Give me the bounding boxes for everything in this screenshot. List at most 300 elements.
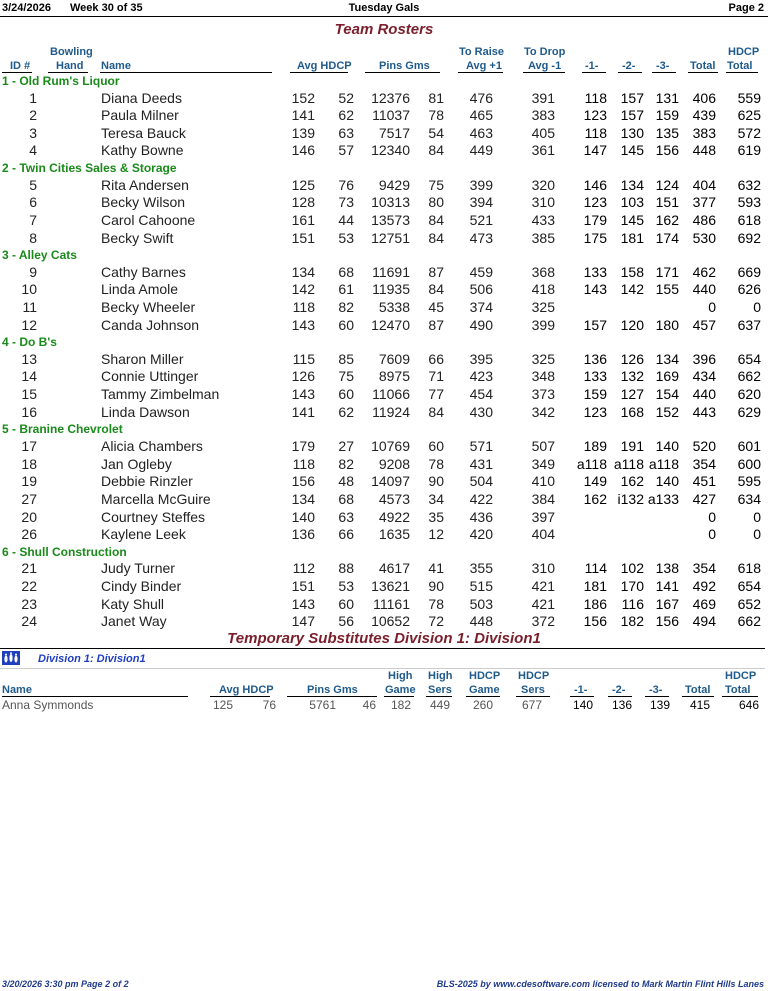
bowler-hdcp-total: 618 xyxy=(737,211,761,228)
bowler-average: 140 xyxy=(291,508,315,525)
sub-high-series: 449 xyxy=(429,698,450,712)
bowler-handicap: 85 xyxy=(338,350,354,367)
bowler-id: 8 xyxy=(29,229,37,246)
bowler-games: 84 xyxy=(428,403,444,420)
bowler-games: 84 xyxy=(428,142,444,159)
bowler-row xyxy=(0,560,768,578)
bowler-total: 494 xyxy=(692,613,716,630)
bowler-to-drop: 368 xyxy=(531,263,555,280)
bowler-id: 2 xyxy=(29,107,37,124)
bowler-to-drop: 421 xyxy=(531,577,555,594)
bowler-id: 19 xyxy=(21,473,37,490)
bowler-pins: 12470 xyxy=(371,316,410,333)
bowler-handicap: 68 xyxy=(338,490,354,507)
bowler-games: 80 xyxy=(428,194,444,211)
bowler-game2: 120 xyxy=(620,316,644,333)
bowler-average: 136 xyxy=(291,526,315,543)
bowler-pins: 8975 xyxy=(378,368,410,385)
bowler-game1: 114 xyxy=(584,560,607,577)
bowler-total: 377 xyxy=(692,194,716,211)
bowler-average: 139 xyxy=(291,124,315,141)
bowler-id: 1 xyxy=(29,89,37,106)
bowler-pins: 14097 xyxy=(371,473,410,490)
bowler-total: 440 xyxy=(692,281,716,298)
bowler-game3: 138 xyxy=(655,560,679,577)
col-avg-hdcp: Avg HDCP xyxy=(297,60,352,72)
bowler-game1: 149 xyxy=(583,473,607,490)
bowler-id: 26 xyxy=(21,526,37,543)
bowler-handicap: 88 xyxy=(338,560,354,577)
bowler-average: 179 xyxy=(291,437,315,454)
bowler-total: 434 xyxy=(692,368,716,385)
bowler-name: Alicia Chambers xyxy=(101,437,203,454)
footer-license: BLS-2025 by www.cdesoftware.com licensed to Mark Martin Flint Hills Lanes xyxy=(436,979,764,989)
bowler-games: 34 xyxy=(428,490,444,507)
bowler-handicap: 53 xyxy=(338,577,354,594)
bowler-handicap: 62 xyxy=(338,107,354,124)
bowler-hdcp-total: 669 xyxy=(737,263,761,280)
bowler-id: 14 xyxy=(21,368,37,385)
bowler-total: 530 xyxy=(692,229,716,246)
bowler-game1: 146 xyxy=(583,176,607,193)
bowler-hdcp-total: 0 xyxy=(753,526,761,543)
page-header xyxy=(0,0,768,17)
sub-col-hdcp-game-1: HDCP xyxy=(469,670,501,682)
bowler-to-drop: 310 xyxy=(531,194,555,211)
bowler-row xyxy=(0,212,768,230)
bowler-game3: 152 xyxy=(655,403,679,420)
bowler-to-raise: 431 xyxy=(469,455,493,472)
bowler-to-drop: 325 xyxy=(531,350,555,367)
sub-average: 125 xyxy=(212,698,233,712)
bowler-hdcp-total: 0 xyxy=(753,299,761,315)
bowler-total: 451 xyxy=(692,473,716,490)
bowler-total: 383 xyxy=(692,124,716,141)
bowler-game3: 171 xyxy=(655,263,679,280)
bowler-game3: 131 xyxy=(655,89,679,106)
bowler-pins: 11161 xyxy=(373,595,410,612)
bowler-game2: 134 xyxy=(620,176,644,193)
bowler-total: 396 xyxy=(692,350,716,367)
bowler-to-raise: 394 xyxy=(469,194,493,211)
bowler-row xyxy=(0,596,768,614)
bowler-name: Connie Uttinger xyxy=(101,368,199,385)
bowler-total: 439 xyxy=(692,107,716,124)
bowler-hdcp-total: 619 xyxy=(737,142,761,159)
bowler-name: Carol Cahoone xyxy=(101,211,196,228)
team-name: 3 - Alley Cats xyxy=(2,248,77,263)
bowler-pins: 4573 xyxy=(378,490,410,507)
bowler-hdcp-total: 629 xyxy=(737,403,761,420)
substitutes-title: Temporary Substitutes Division 1: Division1 xyxy=(227,630,541,647)
report-date: 3/24/2026 xyxy=(2,2,51,14)
bowler-game1: 118 xyxy=(584,124,607,141)
bowler-name: Tammy Zimbelman xyxy=(101,386,220,403)
bowler-pins: 10769 xyxy=(371,437,410,454)
bowler-game3: 154 xyxy=(655,386,679,403)
league-name: Tuesday Gals xyxy=(348,2,420,14)
bowling-pins-icon xyxy=(2,651,20,665)
section-title: Team Rosters xyxy=(334,21,434,38)
bowler-to-raise: 355 xyxy=(469,560,493,577)
bowler-name: Debbie Rinzler xyxy=(101,473,193,490)
bowler-average: 141 xyxy=(291,107,315,124)
bowler-row xyxy=(0,107,768,125)
bowler-row xyxy=(0,90,768,108)
bowler-pins: 4922 xyxy=(378,508,410,525)
bowler-row xyxy=(0,281,768,299)
bowler-handicap: 63 xyxy=(338,508,354,525)
bowler-id: 11 xyxy=(22,299,37,315)
bowler-to-raise: 521 xyxy=(469,211,493,228)
bowler-game3: 167 xyxy=(655,595,679,612)
bowler-to-drop: 385 xyxy=(531,229,555,246)
bowler-total: 443 xyxy=(692,403,716,420)
bowler-to-drop: 373 xyxy=(531,386,555,403)
col-game2: -2- xyxy=(622,60,636,72)
bowler-hdcp-total: 654 xyxy=(737,350,761,367)
bowler-game3: 156 xyxy=(655,613,679,630)
bowler-row xyxy=(0,613,768,631)
bowler-row xyxy=(0,230,768,248)
bowler-hdcp-total: 632 xyxy=(737,176,761,193)
bowler-handicap: 57 xyxy=(338,142,354,159)
sub-name: Anna Symmonds xyxy=(2,698,94,712)
bowler-to-drop: 384 xyxy=(531,490,555,507)
bowler-average: 142 xyxy=(291,281,315,298)
bowler-games: 72 xyxy=(428,613,444,630)
bowler-games: 87 xyxy=(428,316,444,333)
bowler-pins: 11924 xyxy=(372,403,410,420)
bowler-pins: 5338 xyxy=(378,299,410,315)
bowler-name: Rita Andersen xyxy=(101,176,189,193)
bowler-games: 81 xyxy=(428,89,444,106)
bowler-average: 143 xyxy=(291,595,315,612)
bowler-games: 78 xyxy=(428,107,444,124)
bowler-game3: 174 xyxy=(655,229,679,246)
bowler-average: 128 xyxy=(291,194,315,211)
bowler-total: 404 xyxy=(692,176,716,193)
bowler-game1: 189 xyxy=(583,437,607,454)
bowler-games: 75 xyxy=(428,176,444,193)
bowler-to-raise: 503 xyxy=(469,595,493,612)
sub-game3: 139 xyxy=(649,698,670,712)
bowler-handicap: 73 xyxy=(338,194,354,211)
bowler-total: 440 xyxy=(692,386,716,403)
bowler-hdcp-total: 662 xyxy=(737,368,761,385)
col-total: Total xyxy=(690,60,716,72)
bowler-row xyxy=(0,142,768,160)
bowler-name: Kaylene Leek xyxy=(101,526,186,543)
bowler-to-drop: 397 xyxy=(531,508,555,525)
bowler-id: 3 xyxy=(29,124,37,141)
bowler-pins: 12340 xyxy=(371,142,410,159)
bowler-average: 146 xyxy=(291,142,315,159)
bowler-total: 354 xyxy=(692,560,716,577)
bowler-name: Cathy Barnes xyxy=(101,263,186,280)
bowler-pins: 1635 xyxy=(378,526,410,543)
bowler-to-drop: 383 xyxy=(531,107,555,124)
bowler-pins: 12751 xyxy=(371,229,410,246)
bowler-to-raise: 420 xyxy=(469,526,493,543)
bowler-hdcp-total: 692 xyxy=(737,229,761,246)
bowler-to-raise: 454 xyxy=(469,386,493,403)
bowler-row xyxy=(0,317,768,335)
bowler-average: 112 xyxy=(292,560,315,577)
bowler-id: 6 xyxy=(29,194,37,211)
bowler-row xyxy=(0,526,768,544)
bowler-game1: 147 xyxy=(583,142,607,159)
bowler-row xyxy=(0,299,768,317)
bowler-to-raise: 436 xyxy=(469,508,493,525)
bowler-handicap: 60 xyxy=(338,316,354,333)
bowler-hdcp-total: 652 xyxy=(737,595,761,612)
bowler-row xyxy=(0,578,768,596)
bowler-total: 469 xyxy=(692,595,716,612)
bowler-id: 15 xyxy=(21,386,37,403)
team-name: 2 - Twin Cities Sales & Storage xyxy=(2,161,177,176)
bowler-pins: 11935 xyxy=(372,281,410,298)
bowler-to-raise: 459 xyxy=(469,263,493,280)
sub-col-name: Name xyxy=(2,684,32,696)
bowler-game3: 180 xyxy=(655,316,679,333)
bowler-games: 84 xyxy=(428,281,444,298)
bowler-hdcp-total: 620 xyxy=(737,386,761,403)
bowler-average: 151 xyxy=(291,577,315,594)
bowler-to-raise: 423 xyxy=(469,368,493,385)
col-hand: Hand xyxy=(56,60,84,72)
bowler-game3: 169 xyxy=(655,368,679,385)
bowler-average: 118 xyxy=(292,299,315,315)
bowler-game1: 133 xyxy=(583,368,607,385)
bowler-hdcp-total: 625 xyxy=(737,107,761,124)
bowler-average: 134 xyxy=(291,263,315,280)
bowler-pins: 12376 xyxy=(371,89,410,106)
col-game3: -3- xyxy=(656,60,670,72)
bowler-game2: 191 xyxy=(620,437,644,454)
bowler-pins: 7609 xyxy=(378,350,410,367)
bowler-average: 147 xyxy=(291,613,315,630)
bowler-to-drop: 349 xyxy=(531,455,555,472)
col-hdcp-total: Total xyxy=(727,60,753,72)
bowler-game2: 162 xyxy=(620,473,644,490)
bowler-row xyxy=(0,368,768,386)
bowler-to-raise: 449 xyxy=(469,142,493,159)
bowler-games: 60 xyxy=(428,437,444,454)
team-name: 5 - Branine Chevrolet xyxy=(2,422,123,437)
bowler-game1: 143 xyxy=(583,281,607,298)
bowler-hdcp-total: 0 xyxy=(753,508,761,525)
bowler-to-raise: 506 xyxy=(469,281,493,298)
bowler-hdcp-total: 626 xyxy=(737,281,761,298)
bowler-game2: 132 xyxy=(620,368,644,385)
bowler-handicap: 66 xyxy=(338,526,354,543)
bowler-pins: 9429 xyxy=(378,176,410,193)
sub-col-game1: -1- xyxy=(574,684,588,696)
sub-col-hdcp: HDCP xyxy=(725,670,757,682)
bowler-row xyxy=(0,438,768,456)
bowler-id: 24 xyxy=(21,613,37,630)
bowler-game2: 145 xyxy=(620,142,644,159)
col-avg-minus1: Avg -1 xyxy=(528,60,562,72)
bowler-games: 66 xyxy=(428,350,444,367)
bowler-game2: 158 xyxy=(620,263,644,280)
sub-col-total: Total xyxy=(685,684,711,696)
bowler-total: 486 xyxy=(692,211,716,228)
bowler-games: 45 xyxy=(428,299,444,315)
bowler-id: 16 xyxy=(21,403,37,420)
bowler-name: Linda Dawson xyxy=(101,403,190,420)
bowler-handicap: 63 xyxy=(338,124,354,141)
bowler-row xyxy=(0,473,768,491)
bowler-handicap: 62 xyxy=(338,403,354,420)
bowler-total: 427 xyxy=(692,490,716,507)
bowler-id: 4 xyxy=(29,142,37,159)
bowler-average: 115 xyxy=(292,350,315,367)
bowler-id: 13 xyxy=(21,350,37,367)
bowler-name: Paula Milner xyxy=(101,107,179,124)
bowler-handicap: 60 xyxy=(338,595,354,612)
bowler-games: 84 xyxy=(428,211,444,228)
bowler-handicap: 52 xyxy=(338,89,354,106)
bowler-row xyxy=(0,125,768,143)
bowler-game1: 179 xyxy=(583,211,607,228)
bowler-name: Diana Deeds xyxy=(101,89,182,106)
bowler-handicap: 68 xyxy=(338,263,354,280)
bowler-game2: 157 xyxy=(620,89,644,106)
bowler-hdcp-total: 601 xyxy=(737,437,761,454)
bowler-average: 143 xyxy=(291,316,315,333)
bowler-games: 54 xyxy=(428,124,444,141)
bowler-id: 7 xyxy=(29,211,37,228)
sub-col-game3: -3- xyxy=(649,684,663,696)
col-name: Name xyxy=(101,60,131,72)
bowler-to-drop: 433 xyxy=(531,211,555,228)
bowler-total: 462 xyxy=(692,263,716,280)
sub-col-pins-gms: Pins Gms xyxy=(307,684,358,696)
bowler-name: Katy Shull xyxy=(101,595,165,612)
bowler-average: 126 xyxy=(291,368,315,385)
bowler-hdcp-total: 634 xyxy=(737,490,761,507)
bowler-id: 27 xyxy=(21,490,37,507)
bowler-game2: 116 xyxy=(621,595,644,612)
bowler-to-drop: 391 xyxy=(531,89,555,106)
bowler-to-drop: 421 xyxy=(531,595,555,612)
bowler-id: 17 xyxy=(21,437,37,454)
bowler-name: Becky Wilson xyxy=(101,194,186,211)
sub-hdcp-series: 677 xyxy=(521,698,542,712)
bowler-game2: 142 xyxy=(620,281,644,298)
bowler-handicap: 48 xyxy=(338,473,354,490)
col-to-drop: To Drop xyxy=(524,46,566,58)
bowler-to-drop: 410 xyxy=(531,473,555,490)
bowler-to-raise: 476 xyxy=(469,89,493,106)
bowler-average: 152 xyxy=(291,89,315,106)
bowler-game2: a118 xyxy=(613,455,644,472)
bowler-average: 125 xyxy=(291,176,315,193)
bowler-game1: 118 xyxy=(584,89,607,106)
bowler-handicap: 82 xyxy=(338,455,354,472)
bowler-game2: 181 xyxy=(620,229,644,246)
sub-col-high: High xyxy=(388,670,413,682)
bowler-to-drop: 418 xyxy=(531,281,555,298)
bowler-game1: 159 xyxy=(583,386,607,403)
page-number: Page 2 xyxy=(728,2,764,14)
sub-col-high2: High xyxy=(428,670,453,682)
sub-col-hdcp-sers-1: HDCP xyxy=(518,670,550,682)
bowler-to-raise: 465 xyxy=(469,107,493,124)
bowler-to-raise: 571 xyxy=(469,437,493,454)
bowler-row xyxy=(0,386,768,404)
sub-game1: 140 xyxy=(572,698,593,712)
bowler-total: 0 xyxy=(708,299,716,315)
sub-col-hdcp-game-2: Game xyxy=(469,684,500,696)
bowler-games: 90 xyxy=(428,577,444,594)
bowler-to-drop: 325 xyxy=(531,299,555,315)
bowler-game3: 156 xyxy=(655,142,679,159)
bowler-handicap: 44 xyxy=(338,211,354,228)
bowler-to-drop: 372 xyxy=(531,613,555,630)
bowler-row xyxy=(0,491,768,509)
bowler-game3: 140 xyxy=(655,437,679,454)
bowler-total: 457 xyxy=(692,316,716,333)
bowler-row xyxy=(0,177,768,195)
bowler-handicap: 27 xyxy=(338,437,354,454)
bowler-hdcp-total: 572 xyxy=(737,124,761,141)
bowler-games: 77 xyxy=(428,386,444,403)
bowler-name: Canda Johnson xyxy=(101,316,200,333)
col-avg-plus1: Avg +1 xyxy=(466,60,502,72)
bowler-pins: 11691 xyxy=(372,263,410,280)
bowler-average: 134 xyxy=(291,490,315,507)
bowler-average: 161 xyxy=(291,211,315,228)
bowler-handicap: 56 xyxy=(338,613,354,630)
bowler-game3: 135 xyxy=(655,124,679,141)
bowler-game1: 133 xyxy=(583,263,607,280)
bowler-name: Cindy Binder xyxy=(101,577,182,594)
bowler-name: Marcella McGuire xyxy=(101,490,211,507)
bowler-hdcp-total: 654 xyxy=(737,577,761,594)
bowler-id: 21 xyxy=(21,560,37,577)
bowler-total: 0 xyxy=(708,508,716,525)
bowler-name: Courtney Steffes xyxy=(101,508,206,525)
col-pins-gms: Pins Gms xyxy=(379,60,430,72)
sub-games: 46 xyxy=(362,698,376,712)
bowler-id: 5 xyxy=(29,176,37,193)
bowler-id: 18 xyxy=(21,455,37,472)
bowler-to-raise: 473 xyxy=(469,229,493,246)
bowler-handicap: 53 xyxy=(338,229,354,246)
bowler-pins: 4617 xyxy=(378,560,410,577)
sub-pins: 5761 xyxy=(309,698,336,712)
bowler-total: 492 xyxy=(692,577,716,594)
col-hdcp: HDCP xyxy=(728,46,760,58)
bowler-game3: 162 xyxy=(655,211,679,228)
bowler-row xyxy=(0,509,768,527)
bowler-row xyxy=(0,264,768,282)
bowler-average: 151 xyxy=(291,229,315,246)
sub-game2: 136 xyxy=(611,698,632,712)
bowler-total: 448 xyxy=(692,142,716,159)
bowler-hdcp-total: 662 xyxy=(737,613,761,630)
bowler-id: 22 xyxy=(21,577,37,594)
bowler-game3: a118 xyxy=(648,455,679,472)
bowler-id: 23 xyxy=(21,595,37,612)
team-name: 6 - Shull Construction xyxy=(2,544,127,559)
bowler-pins: 10313 xyxy=(371,194,410,211)
bowler-game1: 157 xyxy=(583,316,607,333)
division-label: Division 1: Division1 xyxy=(38,653,146,665)
